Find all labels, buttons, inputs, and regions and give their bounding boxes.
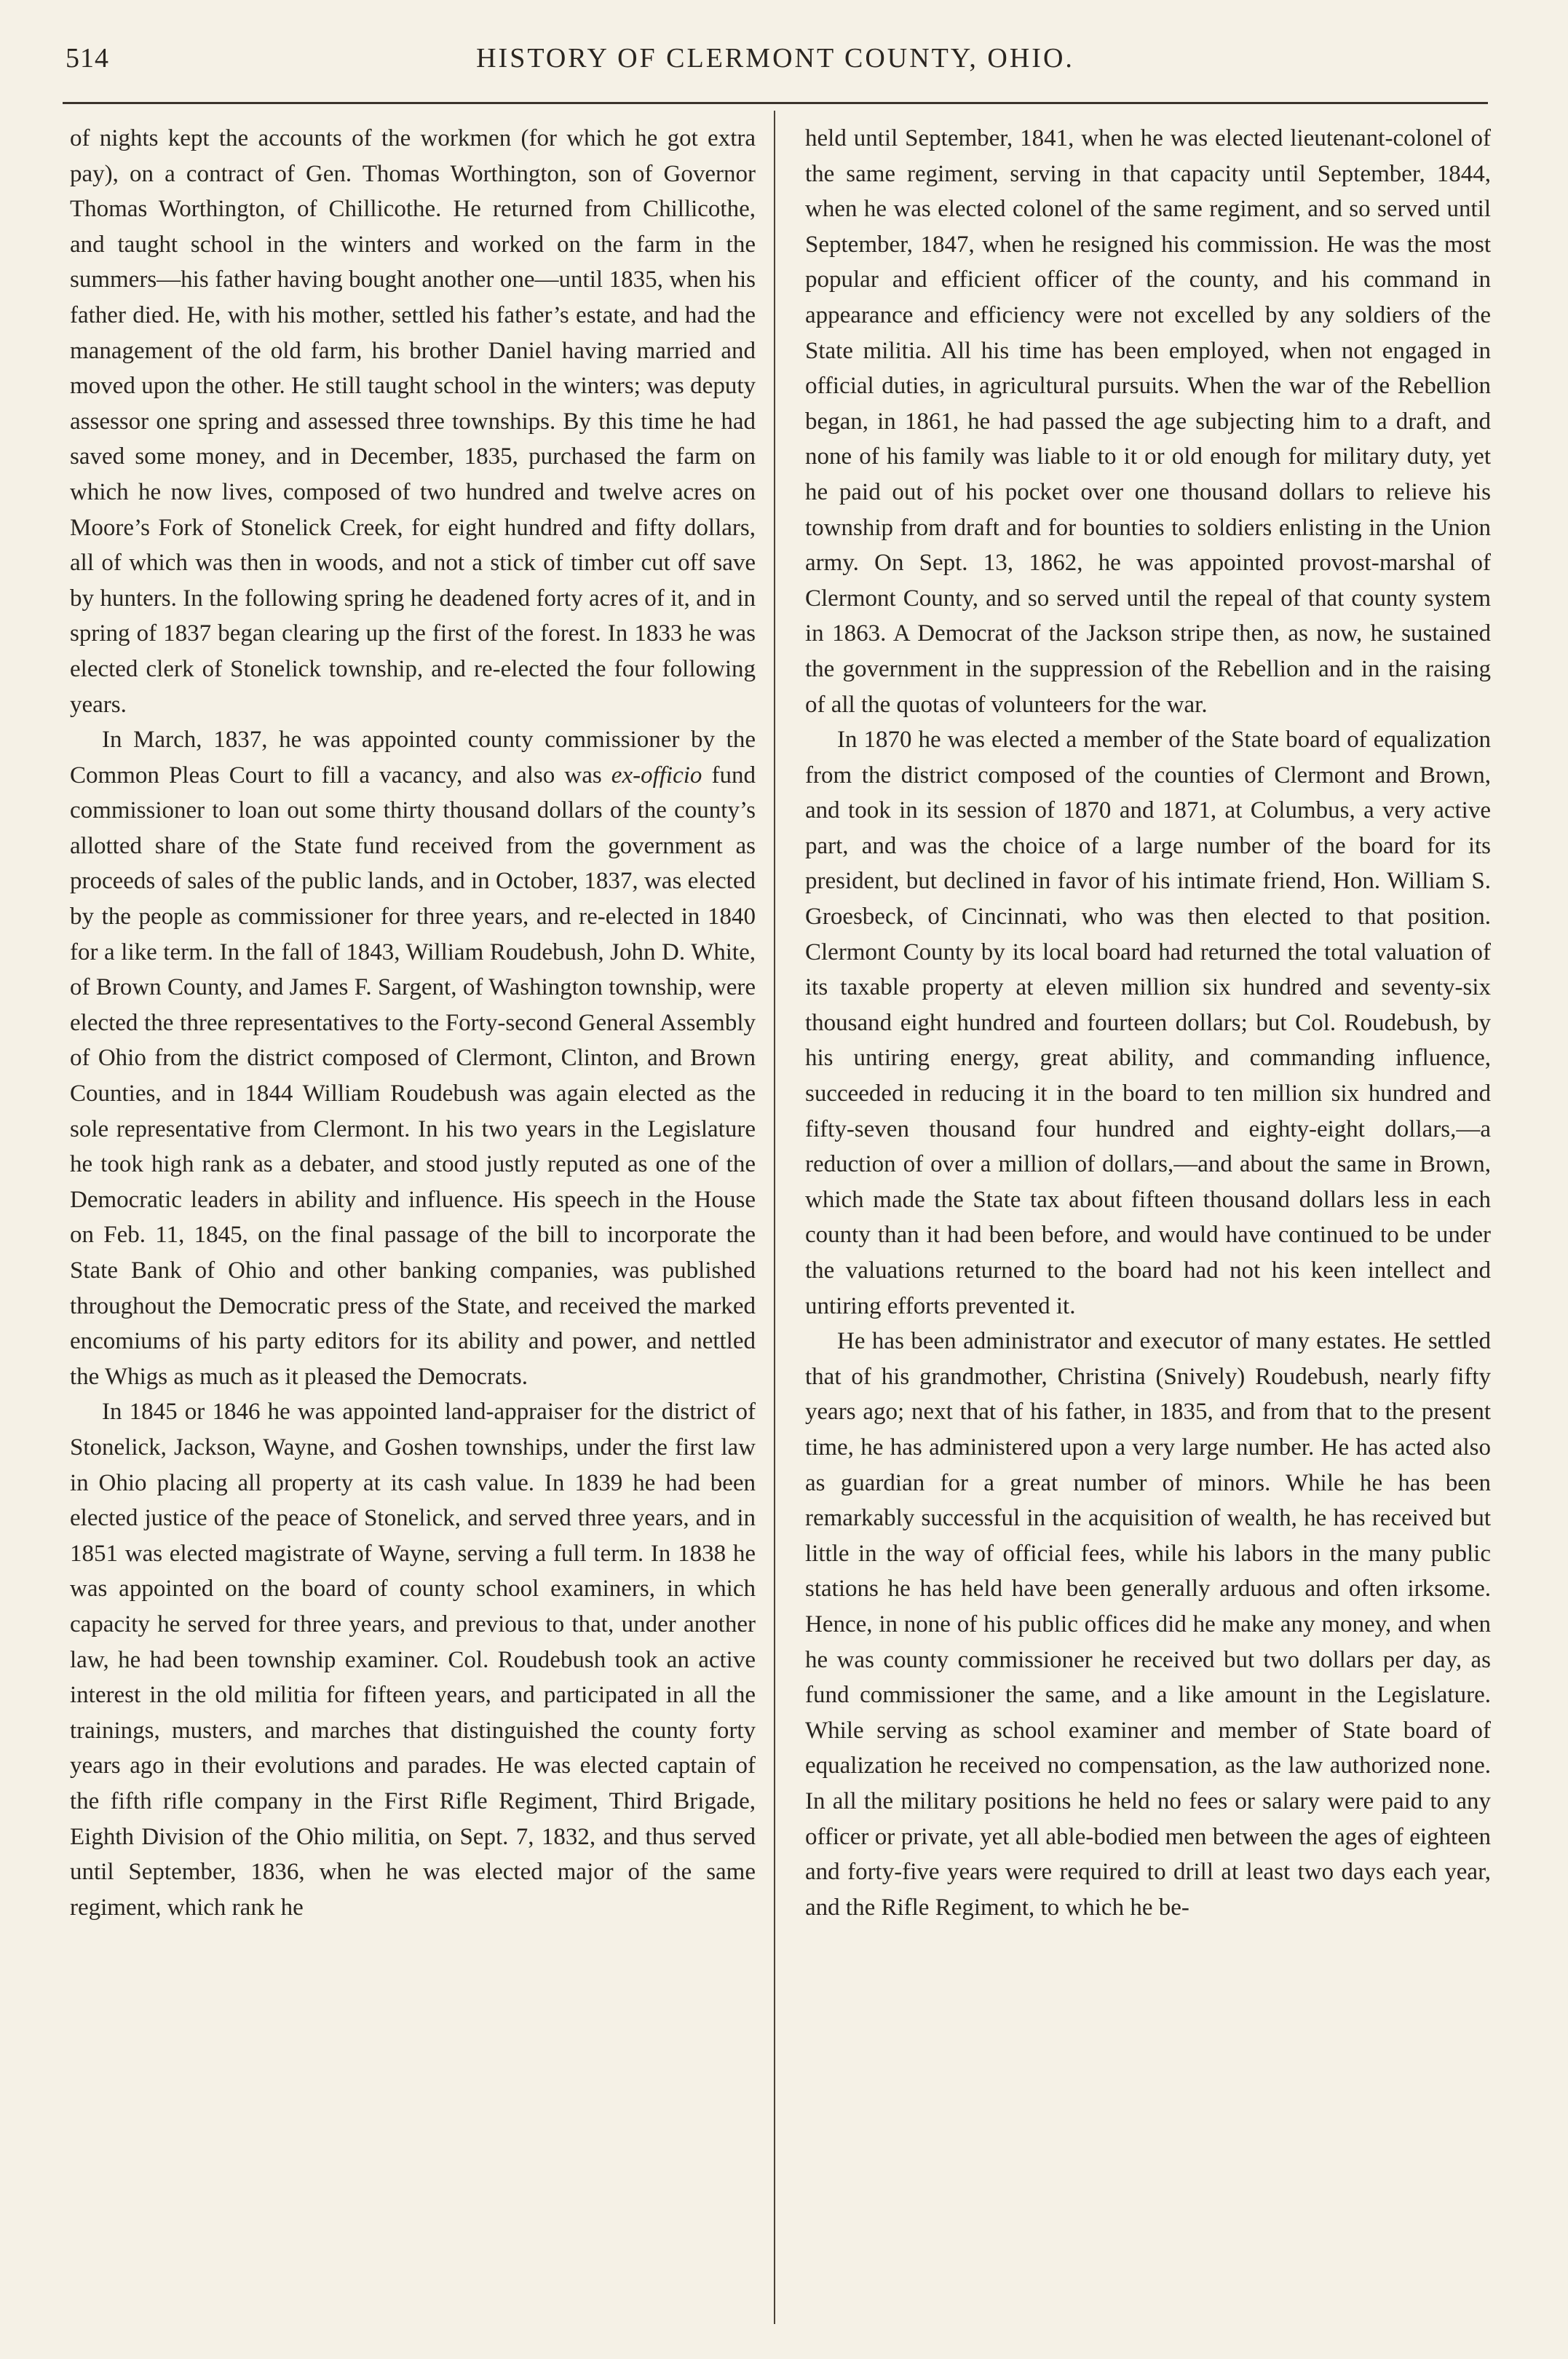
- paragraph: In 1845 or 1846 he was appointed land-appraiser for the district of Stonelick, Jackson, Wayne, and Goshen townships, under the first law in Ohio placing all property at its cash value. In 1839 he had been elected justice of the peace of Stonelick, and served three years, and in 1851 was elected magistrate of Wayne, serving a full term. In 1838 he was appointed on the board of county school examiners, in which capacity he served for three years, and previous to that, under another law, he had been township examiner. Col. Roudebush took an active interest in the old militia for fifteen years, and participated in all the trainings, musters, and marches that distinguished the county forty years ago in their evolutions and parades. He was elected captain of the fifth rifle company in the First Rifle Regiment, Third Brigade, Eighth Division of the Ohio militia, on Sept. 7, 1832, and thus served until September, 1836, when he was elected major of the same regiment, which rank he: [70, 1399, 756, 1921]
- paragraph: held until September, 1841, when he was elected lieutenant-colonel of the same regiment, serving in that capacity until September, 1844, when he was elected colonel of the same regiment, and so served until September, 1847, when he resigned his commission. He was the most popular and efficient officer of the county, and his command in appearance and efficiency were not excelled by any soldiers of the State militia. All his time has been employed, when not engaged in official duties, in agricultural pursuits. When the war of the Rebellion began, in 1861, he had passed the age subjecting him to a draft, and none of his family was liable to it or old enough for military duty, yet he paid out of his pocket over one thousand dollars to relieve his township from draft and for bounties to soldiers enlisting in the Union army. On Sept. 13, 1862, he was appointed provost-marshal of Clermont County, and so served until the repeal of that county system in 1863. A Democrat of the Jackson stripe then, as now, he sustained the government in the suppression of the Rebellion and in the raising of all the quotas of volunteers for the war.: [805, 125, 1491, 718]
- page-number: 514: [66, 43, 109, 74]
- paragraph-text: In March, 1837, he was appointed county commissioner by the Common Pleas Court to fill a vacancy, and also was: [70, 727, 756, 789]
- paragraph: of nights kept the accounts of the workmen (for which he got extra pay), on a contract of Gen. Thomas Worthington, son of Governor Thomas Worthington, of Chillicothe. He returned from Chillicothe, and taught school in the winters and worked on the farm in the summers—his father having bought another one—until 1835, when his father died. He, with his mother, settled his father’s estate, and had the management of the old farm, his brother Daniel having married and moved upon the other. He still taught school in the winters; was deputy assessor one spring and assessed three townships. By this time he had saved some money, and in December, 1835, purchased the farm on which he now lives, composed of two hundred and twelve acres on Moore’s Fork of Stonelick Creek, for eight hundred and fifty dollars, all of which was then in woods, and not a stick of timber cut off save by hunters. In the following spring he deadened forty acres of it, and in spring of 1837 began clearing up the first of the forest. In 1833 he was elected clerk of Stonelick township, and re-elected the four following years.: [70, 125, 756, 718]
- paragraph: He has been administrator and executor of many estates. He settled that of his grandmother, Christina (Snively) Roudebush, nearly fifty years ago; next that of his father, in 1835, and from that to the present time, he has administered upon a very large number. He has acted also as guardian for a great number of minors. While he has been remarkably successful in the acquisition of wealth, he has received but little in the way of official fees, while his labors in the many public stations he has held have been generally arduous and often irksome. Hence, in none of his public offices did he make any money, and when he was county commissioner he received but two dollars per day, as fund commissioner the same, and a like amount in the Legislature. While serving as school examiner and member of State board of equalization he received no compensation, as the law authorized none. In all the military positions he held no fees or salary were paid to any officer or private, yet all able-bodied men between the ages of eighteen and forty-five years were required to drill at least two days each year, and the Rifle Regiment, to which he be-: [805, 1328, 1491, 1921]
- running-title: HISTORY OF CLERMONT COUNTY, OHIO.: [476, 43, 1074, 74]
- right-column: [805, 121, 1491, 1925]
- italic-term: ex-officio: [611, 762, 702, 789]
- paragraph-text: fund commissioner to loan out some thirty thousand dollars of the county’s allotted share of the State fund received from the government as proceeds of sales of the public lands, and in October, 1837, was elected by the people as commissioner for three years, and re-elected in 1840 for a like term. In the fall of 1843, William Roudebush, John D. White, of Brown County, and James F. Sargent, of Washington township, were elected the three representatives to the Forty-second General Assembly of Ohio from the district composed of Clermont, Clinton, and Brown Counties, and in 1844 William Roudebush was again elected as the sole representative from Clermont. In his two years in the Legislature he took high rank as a debater, and stood justly reputed as one of the Democratic leaders in ability and influence. His speech in the House on Feb. 11, 1845, on the final passage of the bill to incorporate the State Bank of Ohio and other banking companies, was published throughout the Democratic press of the State, and received the marked encomiums of his party editors for its ability and power, and nettled the Whigs as much as it pleased the Democrats.: [70, 762, 756, 1390]
- page-header: [66, 42, 1485, 79]
- column-divider: [774, 111, 775, 2324]
- left-column: [70, 121, 756, 1925]
- paragraph: [70, 722, 756, 1394]
- paragraph: In 1870 he was elected a member of the State board of equalization from the district composed of the counties of Clermont and Brown, and took in its session of 1870 and 1871, at Columbus, a very active part, and was the choice of a large number of the board for its president, but declined in favor of his intimate friend, Hon. William S. Groesbeck, of Cincinnati, who was then elected to that position. Clermont County by its local board had returned the total valuation of its taxable property at eleven million six hundred and seventy-six thousand eight hundred and fourteen dollars; but Col. Roudebush, by his untiring energy, great ability, and commanding influence, succeeded in reducing it in the board to ten million six hundred and fifty-seven thousand four hundred and eighty-eight dollars,—a reduction of over a million of dollars,—and about the same in Brown, which made the State tax about fifteen thousand dollars less in each county than it had been before, and would have continued to be under the valuations returned to the board had not his keen intellect and untiring efforts prevented it.: [805, 727, 1491, 1319]
- header-rule: [63, 102, 1488, 104]
